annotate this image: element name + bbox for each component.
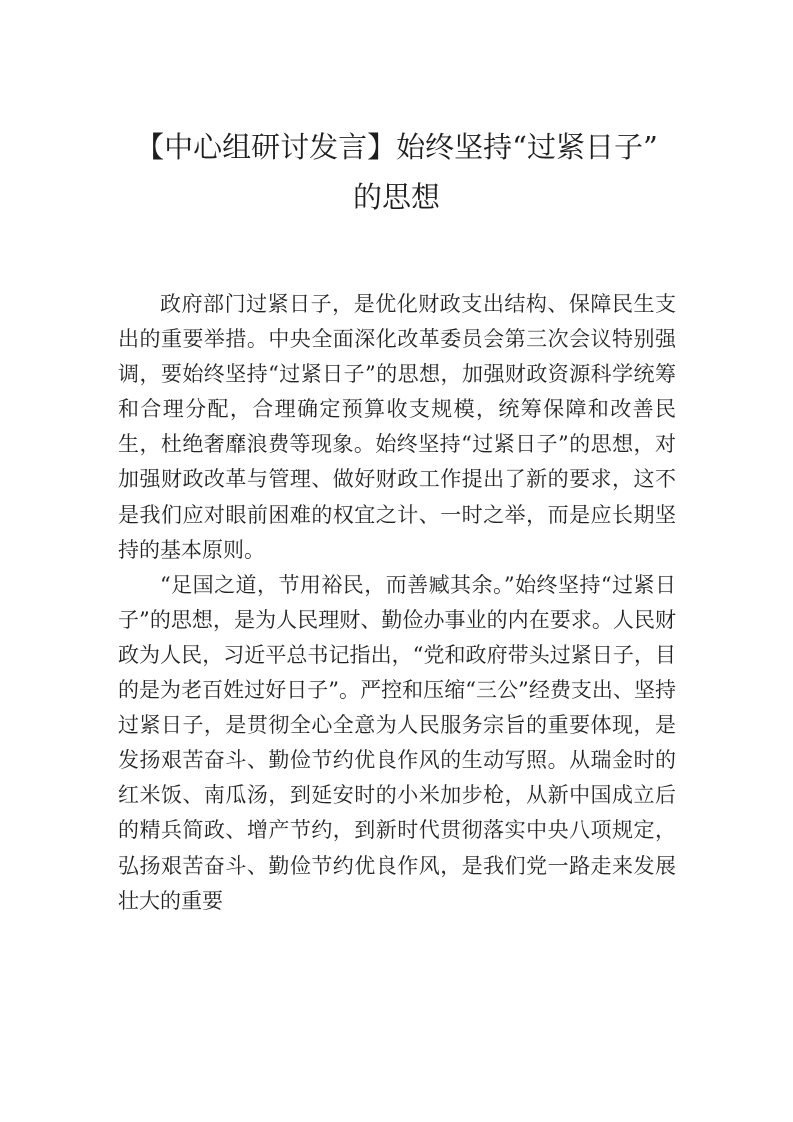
body-paragraph-2: “足国之道，节用裕民，而善臧其余。”始终坚持“过紧日子”的思想，是为人民理财、勤俭办事业的内在要求。人民财政为人民，习近平总书记指出，“党和政府带头过紧日子，目的是为老百姓过好日子”。严控和压缩“三公”经费支出、坚持过紧日子，是贯彻全心全意为人民服务宗旨的重要体现，是发扬艰苦奋斗、勤俭节约优良作风的生动写照。从瑞金时的红米饭、南瓜汤，到延安时的小米加步枪，从新中国成立后的精兵简政、增产节约，到新时代贯彻落实中央八项规定，弘扬艰苦奋斗、勤俭节约优良作风，是我们党一路走来发展壮大的重要 <box>118 572 676 913</box>
document-title <box>110 122 683 222</box>
body-paragraph-1: 政府部门过紧日子，是优化财政支出结构、保障民生支出的重要举措。中央全面深化改革委员会第三次会议特别强调，要始终坚持“过紧日子”的思想，加强财政资源科学统筹和合理分配，合理确定预算收支规模，统筹保障和改善民生，杜绝奢靡浪费等现象。始终坚持“过紧日子”的思想，对加强财政改革与管理、做好财政工作提出了新的要求，这不是我们应对眼前困难的权宜之计、一时之举，而是应长期坚持的基本原则。 <box>118 292 676 562</box>
document-title-line-2: 的思想 <box>352 180 440 214</box>
document-title-line-1: 【中心组研讨发言】始终坚持“过紧日子” <box>135 130 658 164</box>
document-body <box>118 287 676 919</box>
